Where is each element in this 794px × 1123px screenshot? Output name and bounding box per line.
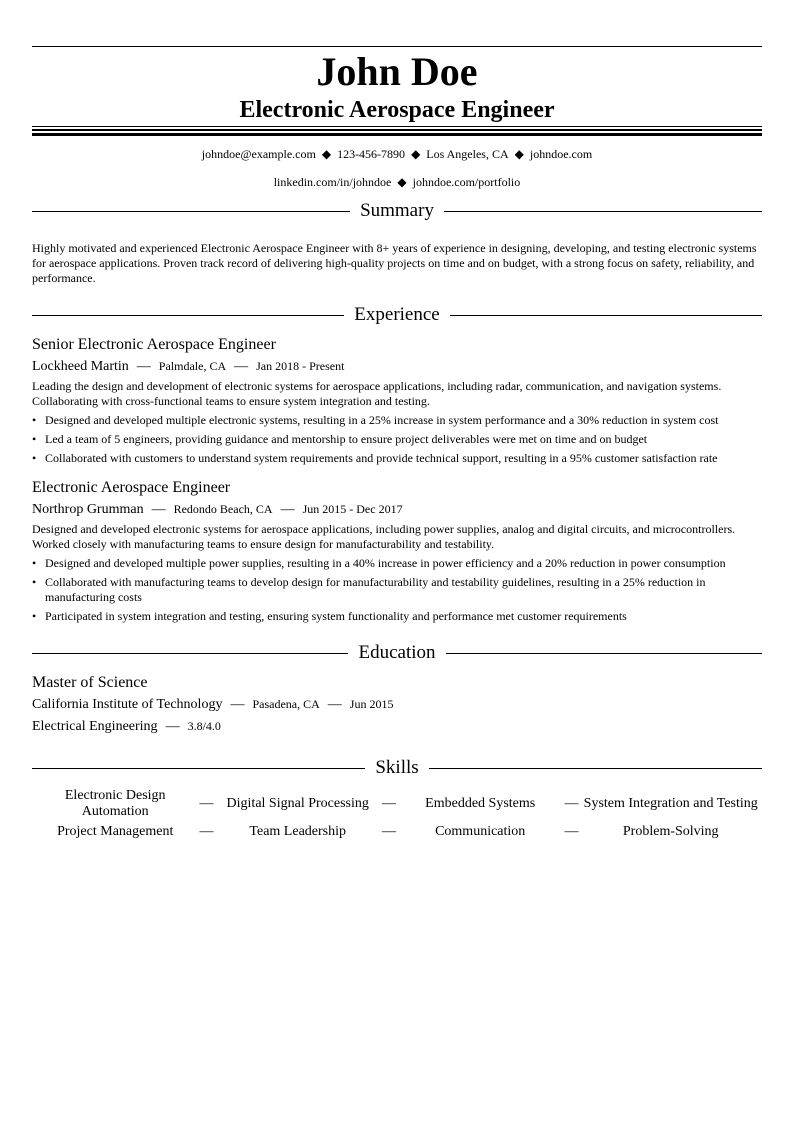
experience-entry <box>32 335 762 466</box>
job-company-line <box>32 500 762 519</box>
header-divider-thin <box>32 126 762 127</box>
job-description: Leading the design and development of electronic systems for aerospace applications, including radar, communication, and navigation systems. Collaborating with cross-functional teams to ensure system integration and testing. <box>32 379 722 408</box>
list-item <box>32 451 762 466</box>
contact-email[interactable]: johndoe@example.com <box>201 147 316 161</box>
education-section-title: Education <box>358 642 436 663</box>
field-line <box>32 717 762 736</box>
skill-item: Project Management <box>57 824 174 839</box>
job-company: Northrop Grumman <box>32 502 144 517</box>
achievement-text: Collaborated with manufacturing teams to develop design for manufacturability and testability guidelines, resulting in a 25% reduction in manufacturing costs <box>45 575 706 604</box>
skills-section-title: Skills <box>375 757 419 778</box>
skills-row <box>32 820 762 844</box>
section-rule-left <box>32 768 365 769</box>
job-dates: Jan 2018 - Present <box>256 359 345 373</box>
dash-separator: — <box>564 796 579 811</box>
bullet-icon: • <box>32 556 37 570</box>
job-description: Designed and developed electronic systems for aerospace applications, including power supplies, analog and digital circuits, and microcontrollers. Worked closely with manufacturing teams to ensure design for manufacturability and testability. <box>32 522 736 551</box>
section-rule-left <box>32 315 344 316</box>
top-divider <box>32 46 762 47</box>
job-role: Electronic Aerospace Engineer <box>32 479 231 496</box>
diamond-separator-icon: ◆ <box>411 147 421 161</box>
section-rule-right <box>444 211 762 212</box>
bullet-icon: • <box>32 575 37 589</box>
candidate-headline: Electronic Aerospace Engineer <box>239 97 555 123</box>
job-location: Palmdale, CA <box>158 359 227 373</box>
degree: Master of Science <box>32 674 148 691</box>
section-rule-left <box>32 211 350 212</box>
contact-portfolio[interactable]: johndoe.com/portfolio <box>412 175 521 189</box>
summary-section-title: Summary <box>360 200 434 221</box>
skill-item: Embedded Systems <box>425 796 536 811</box>
education-entry <box>32 673 762 736</box>
summary-section-header <box>32 200 762 222</box>
contact-linkedin[interactable]: linkedin.com/in/johndoe <box>273 175 392 189</box>
dash-separator: — <box>564 824 579 839</box>
achievement-text: Collaborated with customers to understand system requirements and provide technical support, resulting in a 95% customer satisfaction rate <box>45 451 718 465</box>
skill-item: System Integration and Testing <box>583 796 758 811</box>
field-of-study: Electrical Engineering <box>32 719 158 734</box>
job-dates: Jun 2015 - Dec 2017 <box>302 502 403 516</box>
education-section-header <box>32 642 762 664</box>
list-item <box>32 609 762 624</box>
school-line <box>32 695 762 714</box>
bullet-icon: • <box>32 413 37 427</box>
job-role: Senior Electronic Aerospace Engineer <box>32 336 276 353</box>
diamond-separator-icon: ◆ <box>321 147 332 161</box>
job-company-line <box>32 357 762 376</box>
skill-item: Team Leadership <box>249 824 346 839</box>
list-item <box>32 432 762 447</box>
skills-table <box>32 788 762 844</box>
job-achievements <box>32 556 762 624</box>
dash-separator: — <box>234 359 249 374</box>
skill-item: Communication <box>435 824 526 839</box>
section-rule-right <box>429 768 762 769</box>
dash-separator: — <box>136 359 151 374</box>
summary-text: Highly motivated and experienced Electronic Aerospace Engineer with 8+ years of experience in designing, developing, and testing electronic systems for aerospace applications. Proven track record of delivering high-quality projects on time and on budget, with a strong focus on safety, reliability, and performance. <box>32 241 757 285</box>
dash-separator: — <box>327 697 342 712</box>
skill-item: Digital Signal Processing <box>226 796 369 811</box>
job-achievements <box>32 413 762 466</box>
header-divider-thick <box>32 133 762 136</box>
diamond-separator-icon: ◆ <box>514 147 524 161</box>
skill-item: Problem-Solving <box>622 824 719 839</box>
achievement-text: Led a team of 5 engineers, providing guidance and mentorship to ensure project deliverables were met on time and on budget <box>45 432 648 446</box>
section-rule-right <box>450 315 762 316</box>
gpa: 3.8/4.0 <box>187 719 221 733</box>
dash-separator: — <box>151 502 166 517</box>
school-name: California Institute of Technology <box>32 697 223 712</box>
list-item <box>32 575 762 605</box>
dash-separator: — <box>230 697 245 712</box>
contact-block <box>32 147 762 189</box>
dash-separator: — <box>199 824 214 839</box>
section-rule-left <box>32 653 348 654</box>
graduation-date: Jun 2015 <box>349 697 394 711</box>
achievement-text: Participated in system integration and testing, ensuring system functionality and performance met customer requirements <box>45 609 627 623</box>
section-rule-right <box>446 653 762 654</box>
skills-section-header <box>32 757 762 779</box>
achievement-text: Designed and developed multiple electronic systems, resulting in a 25% increase in system performance and a 30% reduction in system cost <box>45 413 719 427</box>
dash-separator: — <box>381 796 396 811</box>
dash-separator: — <box>199 796 214 811</box>
experience-section-header <box>32 304 762 326</box>
experience-section-title: Experience <box>354 304 440 325</box>
contact-website[interactable]: johndoe.com <box>529 147 593 161</box>
school-location: Pasadena, CA <box>252 697 320 711</box>
job-location: Redondo Beach, CA <box>173 502 273 516</box>
skills-row <box>32 788 762 820</box>
bullet-icon: • <box>32 432 37 446</box>
contact-phone[interactable]: 123-456-7890 <box>337 147 406 161</box>
list-item <box>32 556 762 571</box>
candidate-name: John Doe <box>316 49 478 94</box>
job-company: Lockheed Martin <box>32 359 129 374</box>
achievement-text: Designed and developed multiple power supplies, resulting in a 40% increase in power efficiency and a 20% reduction in power consumption <box>45 556 726 570</box>
diamond-separator-icon: ◆ <box>397 175 407 189</box>
dash-separator: — <box>381 824 396 839</box>
skill-item: Electronic Design Automation <box>64 788 166 819</box>
list-item <box>32 413 762 428</box>
bullet-icon: • <box>32 451 37 465</box>
dash-separator: — <box>280 502 295 517</box>
header-divider-mid <box>32 129 762 131</box>
dash-separator: — <box>165 719 180 734</box>
contact-location: Los Angeles, CA <box>426 147 509 161</box>
experience-entry <box>32 478 762 624</box>
bullet-icon: • <box>32 609 37 623</box>
